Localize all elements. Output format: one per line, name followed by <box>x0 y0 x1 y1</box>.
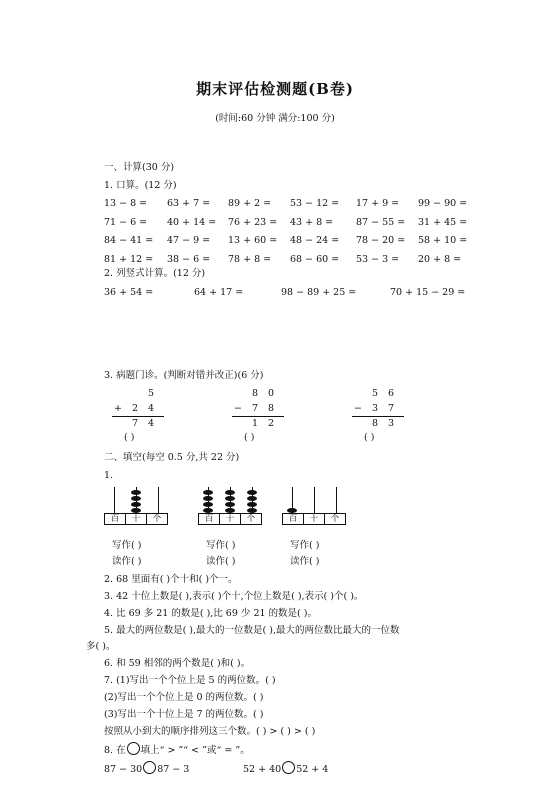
oral-item: 81 + 12 = <box>104 253 154 265</box>
q2-label: 2. 列竖式计算。(12 分) <box>104 268 206 279</box>
oral-item: 87 − 55 = <box>356 216 406 228</box>
abacus-base <box>104 513 168 525</box>
judge-mark: ( ) <box>364 432 375 443</box>
compare-item <box>243 761 328 776</box>
abacus-bead <box>247 502 257 507</box>
abacus-read: 读作( ) <box>206 556 236 567</box>
fill-q8 <box>104 742 250 757</box>
fill-q7-1: 7. (1)写出一个个位上是 5 的两位数。( ) <box>104 675 276 686</box>
operator: + <box>114 403 122 414</box>
oral-item: 99 − 90 = <box>418 198 468 209</box>
abacus-bead <box>203 496 213 501</box>
oral-item: 38 − 6 = <box>167 253 211 265</box>
abacus-bead <box>247 496 257 501</box>
digit: 4 <box>148 403 155 414</box>
digit: 8 <box>372 418 379 429</box>
fill-q2: 2. 68 里面有( )个十和( )个一。 <box>104 574 238 585</box>
fill-q8-suffix: 填上“ > ”“ < ”或“ = ”。 <box>140 745 250 756</box>
page-title: 期末评估检测题(B卷) <box>196 80 354 98</box>
abacus-rod <box>336 487 337 513</box>
page-subtitle: (时间:60 分钟 满分:100 分) <box>215 113 335 124</box>
oral-item: 78 − 20 = <box>356 235 406 246</box>
abacus-base <box>198 513 262 525</box>
digit: 4 <box>148 418 155 429</box>
abacus-bead <box>131 490 141 495</box>
section2-heading: 二、填空(每空 0.5 分,共 22 分) <box>104 452 240 463</box>
sum-line <box>352 416 404 417</box>
operator: − <box>234 403 242 414</box>
fill-q6: 6. 和 59 相邻的两个数是( )和( )。 <box>104 658 251 669</box>
oral-item: 58 + 10 = <box>418 235 468 246</box>
place-label: 百 <box>199 514 220 524</box>
compare-left: 52 + 40 <box>243 764 282 775</box>
abacus-rod <box>158 487 159 513</box>
oral-item: 48 − 24 = <box>290 235 340 246</box>
oral-item: 20 + 8 = <box>418 253 462 265</box>
place-label: 十 <box>220 514 241 524</box>
digit: 8 <box>268 403 275 414</box>
digit: 0 <box>268 388 275 399</box>
fill-q7-2: (2)写出一个个位上是 0 的两位数。( ) <box>104 692 264 703</box>
abacus-bead <box>203 490 213 495</box>
oral-row <box>104 217 484 229</box>
abacus-read: 读作( ) <box>290 556 320 567</box>
abacus-read: 读作( ) <box>112 556 142 567</box>
place-label: 十 <box>126 514 147 524</box>
abacus-bead <box>225 502 235 507</box>
operator: − <box>354 403 362 414</box>
digit: 7 <box>388 403 395 414</box>
place-label: 十 <box>304 514 325 524</box>
fill-q3: 3. 42 十位上数是( ),表示( )个十,个位上数是( ),表示( )个( )。 <box>104 591 364 602</box>
place-label: 个 <box>246 514 256 524</box>
oral-row <box>104 198 484 210</box>
compare-circle-icon[interactable] <box>282 761 295 774</box>
compare-item <box>104 761 189 776</box>
abacus-bead <box>203 502 213 507</box>
fill-q7-3: (3)写出一个十位上是 7 的两位数。( ) <box>104 709 264 720</box>
digit: 3 <box>388 418 395 429</box>
digit: 5 <box>148 388 155 399</box>
compare-right: 52 + 4 <box>296 764 329 775</box>
compare-circle-icon[interactable] <box>143 761 156 774</box>
digit: 7 <box>132 418 139 429</box>
fill-q4: 4. 比 69 多 21 的数是( ),比 69 少 21 的数是( )。 <box>104 608 317 619</box>
digit: 3 <box>372 403 379 414</box>
q1-label: 1. 口算。(12 分) <box>104 180 177 191</box>
abacus-write: 写作( ) <box>206 540 236 551</box>
abacus-bead <box>225 490 235 495</box>
digit: 7 <box>252 403 259 414</box>
place-label: 百 <box>283 514 304 524</box>
oral-item: 71 − 6 = <box>104 216 148 228</box>
fill-q8-prefix: 8. 在 <box>104 745 126 756</box>
place-label: 个 <box>330 514 340 524</box>
digit: 2 <box>132 403 139 414</box>
digit: 2 <box>268 418 275 429</box>
vertical-calc-row <box>104 287 484 299</box>
oral-item: 17 + 9 = <box>356 198 400 209</box>
fill-q5-line1: 5. 最大的两位数是( ),最大的一位数是( ),最大的两位数比最大的一位数 <box>104 625 400 636</box>
oral-item: 13 − 8 = <box>104 198 148 209</box>
fill-q7-order: 按照从小到大的顺序排列这三个数。( ) > ( ) > ( ) <box>104 726 316 737</box>
oral-item: 68 − 60 = <box>290 253 340 265</box>
compare-right: 87 − 3 <box>157 764 190 775</box>
section1-heading: 一、计算(30 分) <box>104 162 175 173</box>
oral-item: 40 + 14 = <box>167 216 217 228</box>
abacus-bead <box>225 496 235 501</box>
abacus-rod <box>314 487 315 513</box>
vertical-calc-item: 70 + 15 − 29 = <box>390 287 466 298</box>
oral-item: 53 − 3 = <box>356 253 400 265</box>
sum-line <box>112 416 164 417</box>
compare-left: 87 − 30 <box>104 764 143 775</box>
abacus-figure <box>282 487 346 524</box>
vertical-calc-item: 36 + 54 = <box>104 287 154 298</box>
oral-row <box>104 254 484 266</box>
oral-item: 13 + 60 = <box>228 235 278 246</box>
vertical-calc-item: 98 − 89 + 25 = <box>281 287 357 298</box>
oral-item: 43 + 8 = <box>290 216 334 228</box>
abacus-base <box>282 513 346 525</box>
fill-q5-line2: 多( )。 <box>86 641 116 652</box>
abacus-bead <box>247 490 257 495</box>
abacus-write: 写作( ) <box>112 540 142 551</box>
oral-item: 76 + 23 = <box>228 216 278 228</box>
q3-label: 3. 病题门诊。(判断对错并改正)(6 分) <box>104 370 264 381</box>
oral-item: 78 + 8 = <box>228 253 272 265</box>
circle-icon <box>127 742 140 755</box>
place-label: 个 <box>152 514 162 524</box>
abacus-figure <box>198 487 262 524</box>
abacus-rod <box>114 487 115 513</box>
abacus-figure <box>104 487 168 524</box>
digit: 6 <box>388 388 395 399</box>
oral-item: 31 + 45 = <box>418 216 468 228</box>
oral-item: 53 − 12 = <box>290 198 340 209</box>
judge-mark: ( ) <box>244 432 255 443</box>
vertical-calc-item: 64 + 17 = <box>194 287 244 298</box>
digit: 1 <box>252 418 259 429</box>
oral-item: 84 − 41 = <box>104 235 154 246</box>
q1-number: 1. <box>104 470 114 481</box>
place-label: 百 <box>105 514 126 524</box>
digit: 5 <box>372 388 379 399</box>
digit: 8 <box>252 388 259 399</box>
judge-mark: ( ) <box>124 432 135 443</box>
sum-line <box>232 416 284 417</box>
oral-row <box>104 235 484 247</box>
oral-item: 63 + 7 = <box>167 198 211 209</box>
abacus-bead <box>131 496 141 501</box>
oral-item: 47 − 9 = <box>167 235 211 246</box>
abacus-bead <box>131 502 141 507</box>
oral-item: 89 + 2 = <box>228 198 272 209</box>
abacus-write: 写作( ) <box>290 540 320 551</box>
